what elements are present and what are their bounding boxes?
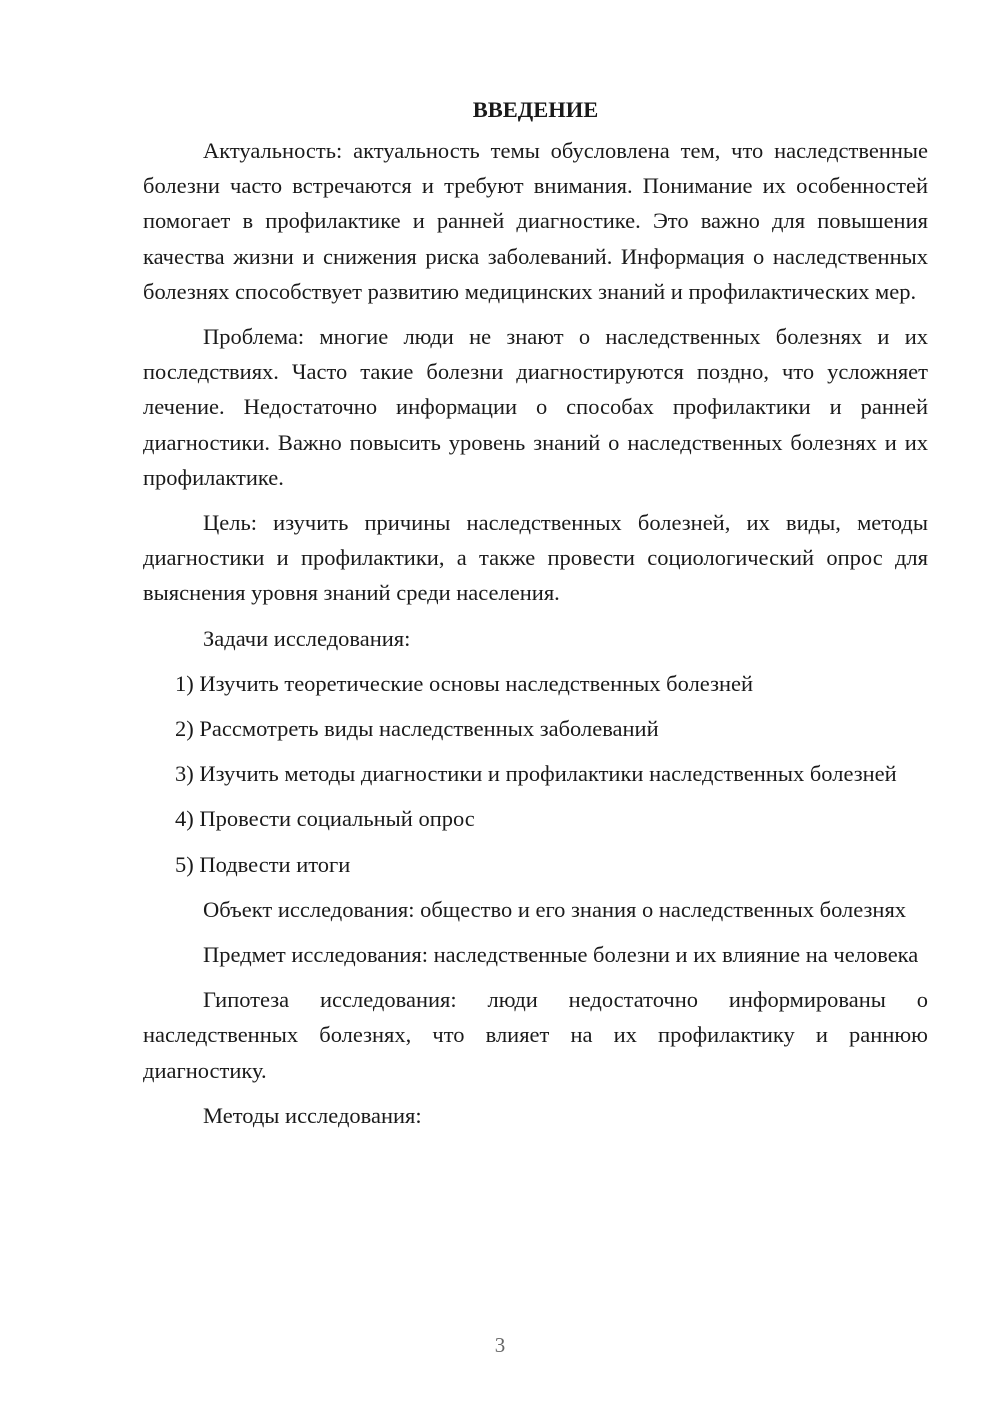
- methods-heading: Методы исследования:: [203, 1102, 422, 1128]
- goal-paragraph: Цель: изучить причины наследственных болезней, их виды, методы диагностики и профилактики, а также провести социологический опрос для выяснения уровня знаний среди населения.: [143, 510, 928, 606]
- subject-paragraph: Предмет исследования: наследственные болезни и их влияние на человека: [203, 942, 919, 968]
- task-item-1: 1) Изучить теоретические основы наследственных болезней: [175, 670, 754, 696]
- task-item-5: 5) Подвести итоги: [175, 851, 351, 877]
- tasks-heading: Задачи исследования:: [203, 625, 411, 651]
- document-page: [143, 92, 928, 1143]
- relevance-paragraph: Актуальность: актуальность темы обусловлена тем, что наследственные болезни часто встречаются и требуют внимания. Понимание их особенностей помогает в профилактике и ранней диагностике. Это важно для повышения качества жизни и снижения риска заболеваний. Информация о наследственных болезнях способствует развитию медицинских знаний и профилактических мер.: [143, 138, 928, 304]
- section-title: ВВЕДЕНИЕ: [472, 97, 599, 122]
- hypothesis-paragraph: Гипотеза исследования: люди недостаточно информированы о наследственных болезнях, что влияет на их профилактику и раннюю диагностику.: [143, 987, 928, 1083]
- page-number: 3: [494, 1333, 506, 1357]
- problem-paragraph: Проблема: многие люди не знают о наследственных болезнях и их последствиях. Часто такие болезни диагностируются поздно, что усложняет лечение. Недостаточно информации о способах профилактики и ранней диагностики. Важно повысить уровень знаний о наследственных болезнях и их профилактике.: [143, 324, 928, 490]
- task-item-3: 3) Изучить методы диагностики и профилактики наследственных болезней: [175, 761, 897, 787]
- task-item-4: 4) Провести социальный опрос: [175, 806, 475, 832]
- object-paragraph: Объект исследования: общество и его знания о наследственных болезнях: [203, 896, 907, 922]
- task-item-2: 2) Рассмотреть виды наследственных заболеваний: [175, 716, 659, 742]
